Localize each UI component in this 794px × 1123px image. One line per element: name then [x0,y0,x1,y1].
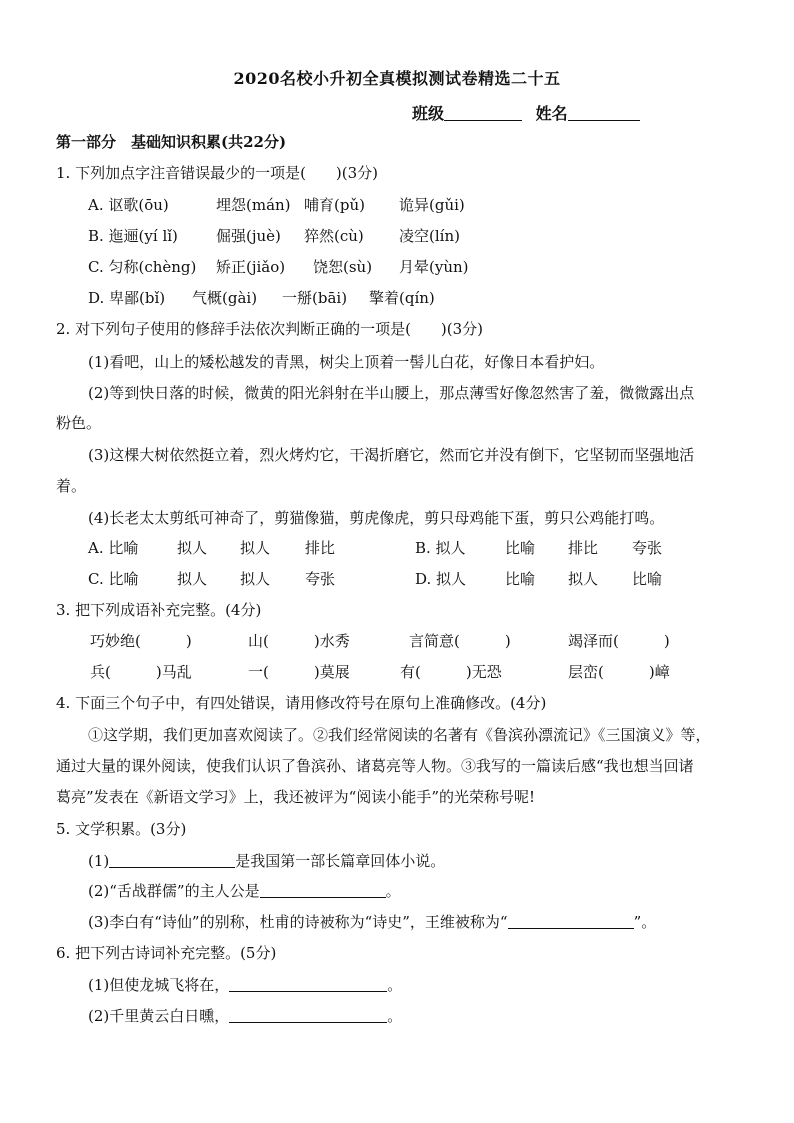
q1-option-a-4: 诡异(gǔi) [399,196,465,214]
q1-option-c-4: 月晕(yùn) [399,258,469,276]
q2-option-d-4: 比喻 [632,570,663,588]
q5-sentence-1 [88,851,445,871]
page-title: 2020名校小升初全真模拟测试卷精选二十五 [233,69,561,88]
q6-answer-blank-1[interactable] [229,977,387,992]
q2-option-b-1: B. 拟人 [415,539,466,557]
section-heading: 第一部分 基础知识积累(共22分) [56,133,287,151]
q5-sentence-3 [88,912,656,932]
q5-s2-prefix: (2)“舌战群儒”的主人公是 [88,882,260,900]
q1-option-a-3: 哺育(pǔ) [304,196,365,214]
q2-option-d-3: 拟人 [568,570,599,588]
q5-answer-blank-3[interactable] [508,914,634,929]
q2-sentence-3a: (3)这棵大树依然挺立着，烈火烤灼它，干渴折磨它，然而它并没有倒下，它坚韧而坚强地活 [88,446,695,464]
q5-s1-prefix: (1) [88,852,110,870]
q1-option-c-1: C. 匀称(chèng) [88,258,197,276]
question-1-stem: 1. 下列加点字注音错误最少的一项是( )(3分) [56,164,379,182]
q2-option-c-2: 拟人 [177,570,208,588]
q1-option-b-1: B. 迤逦(yí lǐ) [88,227,178,245]
q1-option-d-2: 气概(gài) [192,289,258,307]
q6-s2-prefix: (2)千里黄云白日曛， [88,1007,230,1025]
q5-s1-suffix: 是我国第一部长篇章回体小说。 [235,852,446,870]
q1-option-a-1: A. 讴歌(ōu) [88,196,169,214]
q6-s1-suffix: 。 [387,976,403,994]
q4-line-3: 葛亮”发表在《新语文学习》上，我还被评为“阅读小能手”的光荣称号呢! [56,788,536,806]
q1-option-d-3: 一掰(bāi) [282,289,348,307]
q6-s1-prefix: (1)但使龙城飞将在， [88,976,230,994]
q2-sentence-3b: 着。 [56,477,87,495]
q2-option-a-1: A. 比喻 [88,539,139,557]
q2-sentence-2b: 粉色。 [56,414,102,432]
q1-option-d-4: 擎着(qín) [369,289,435,307]
idiom-1-2[interactable]: 山( )水秀 [248,632,350,650]
class-name-line [412,101,640,124]
idiom-1-1[interactable]: 巧妙绝( ) [90,632,192,650]
name-label: 姓名 [535,104,568,123]
idiom-1-3[interactable]: 言简意( ) [409,632,511,650]
q4-line-1: ①这学期，我们更加喜欢阅读了。②我们经常阅读的名著有《鲁滨孙漂流记》《三国演义》等， [88,726,711,744]
q1-option-d-1: D. 卑鄙(bǐ) [88,289,166,307]
q2-option-c-3: 拟人 [240,570,271,588]
q6-s2-suffix: 。 [387,1007,403,1025]
q2-option-c-4: 夸张 [305,570,336,588]
q6-sentence-2 [88,1006,402,1026]
q2-sentence-4: (4)长老太太剪纸可神奇了，剪猫像猫，剪虎像虎，剪只母鸡能下蛋，剪只公鸡能打鸣。 [88,509,665,527]
q1-option-c-3: 饶恕(sù) [313,258,373,276]
name-blank[interactable] [568,106,640,121]
q4-line-2: 通过大量的课外阅读，使我们认识了鲁滨孙、诸葛亮等人物。③我写的一篇读后感“我也想当回诸 [56,757,694,775]
q2-option-c-1: C. 比喻 [88,570,139,588]
class-blank[interactable] [444,106,522,121]
idiom-2-4[interactable]: 层峦( )嶂 [568,663,670,681]
q2-sentence-2a: (2)等到快日落的时候，微黄的阳光斜射在半山腰上，那点薄雪好像忽然害了羞，微微露出点 [88,384,695,402]
q2-option-a-4: 排比 [305,539,336,557]
question-6-stem: 6. 把下列古诗词补充完整。(5分) [56,944,277,962]
question-4-stem: 4. 下面三个句子中，有四处错误，请用修改符号在原句上准确修改。(4分) [56,694,547,712]
question-5-stem: 5. 文学积累。(3分) [56,820,187,838]
q1-option-b-4: 凌空(lín) [399,227,460,245]
q2-option-b-3: 排比 [568,539,599,557]
q2-option-a-2: 拟人 [177,539,208,557]
q1-option-b-2: 倔强(juè) [216,227,281,245]
idiom-2-2[interactable]: 一( )莫展 [248,663,350,681]
q6-answer-blank-2[interactable] [229,1008,387,1023]
class-label: 班级 [412,104,445,123]
idiom-2-1[interactable]: 兵( )马乱 [90,663,192,681]
q2-option-d-2: 比喻 [505,570,536,588]
q1-option-a-2: 埋怨(mán) [216,196,291,214]
idiom-1-4[interactable]: 竭泽而( ) [568,632,670,650]
q2-option-b-2: 比喻 [505,539,536,557]
q6-sentence-1 [88,975,402,995]
q1-option-b-3: 猝然(cù) [304,227,364,245]
idiom-2-3[interactable]: 有( )无恐 [400,663,502,681]
question-3-stem: 3. 把下列成语补充完整。(4分) [56,601,262,619]
q2-sentence-1: (1)看吧，山上的矮松越发的青黑，树尖上顶着一髻儿白花，好像日本看护妇。 [88,353,605,371]
question-2-stem: 2. 对下列句子使用的修辞手法依次判断正确的一项是( )(3分) [56,320,484,338]
q2-option-a-3: 拟人 [240,539,271,557]
q5-answer-blank-1[interactable] [109,853,235,868]
q5-s3-prefix: (3)李白有“诗仙”的别称，杜甫的诗被称为“诗史”，王维被称为“ [88,913,508,931]
q5-sentence-2 [88,881,401,901]
q1-option-c-2: 矫正(jiǎo) [216,258,286,276]
q2-option-b-4: 夸张 [632,539,663,557]
q5-answer-blank-2[interactable] [260,883,386,898]
q2-option-d-1: D. 拟人 [415,570,467,588]
q5-s2-suffix: 。 [385,882,401,900]
q5-s3-suffix: ”。 [633,913,657,931]
